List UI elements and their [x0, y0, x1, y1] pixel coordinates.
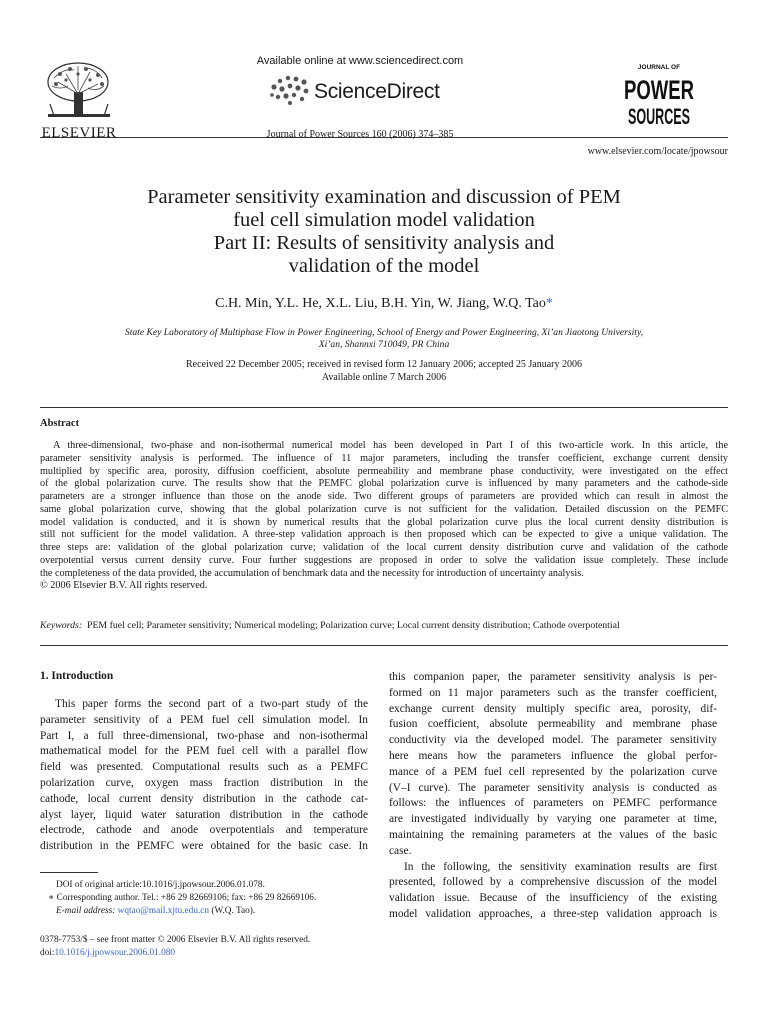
keywords-label: Keywords:	[40, 620, 83, 631]
body-line: In the following, the sensitivity examination results are first	[404, 860, 717, 873]
abstract-line: multiplied by specific area, porosity, diffusion coefficient, absolute permeability and membrane phase conductivity, were investigated on the effect	[40, 465, 728, 477]
available-online-date: Available online 7 March 2006	[321, 372, 447, 383]
journal-logo-top-text: JOURNAL OF	[637, 64, 681, 71]
body-line: alyst layer, liquid water saturation distribution in the cathode	[40, 808, 368, 821]
body-line: This paper forms the second part of a two-part study of the	[55, 698, 368, 710]
available-online-text: Available online at www.sciencedirect.com	[256, 55, 464, 67]
body-line: model validation approaches, a three-step validation approach is	[389, 907, 717, 920]
abstract-line: A three-dimensional, two-phase and non-isothermal numerical model has been developed in Part I of this two-article work. In this article, the	[53, 440, 728, 451]
title-line: Parameter sensitivity examination and discussion of PEM	[147, 186, 621, 208]
affiliation-line: Xi’an, Shannxi 710049, PR China	[318, 339, 450, 350]
body-line: mathematical model for the PEM fuel cell with a parallel flow	[40, 745, 368, 758]
abstract-line: same global polarization curve, showing that the global polarization curve is not sufficient for the validation. Detailed discussion on the PEMFC	[40, 503, 728, 515]
body-line: are investigated individually by varying one parameter at time,	[389, 813, 717, 826]
body-line: validation issue. Because of the insufficiency of the existing	[389, 892, 717, 905]
title-line: fuel cell simulation model validation	[233, 209, 535, 231]
body-line: follows: the influences of parameters on PEMFC performance	[389, 797, 717, 810]
footnote-corresponding-author: ∗ Corresponding author. Tel.: +86 29 82669106; fax: +86 29 82669106.	[48, 893, 317, 903]
elsevier-tree-logo	[40, 60, 118, 122]
body-line: Part I, a full three-dimensional, two-phase and non-isothermal	[40, 729, 368, 742]
body-line: this companion paper, the parameter sensitivity analysis is per-	[389, 671, 717, 683]
abstract-copyright: © 2006 Elsevier B.V. All rights reserved.	[40, 580, 208, 592]
sciencedirect-dots-icon	[268, 73, 312, 107]
body-line: exchange current density multiply specific area, porosity, dif-	[389, 702, 717, 715]
journal-power-sources-logo	[613, 61, 705, 131]
abstract-line: overpotential versus current density curve. Four further suggestions are proposed in order to solve the validation issue completely. These include	[40, 554, 728, 566]
body-line: (V–I curve). The parameter sensitivity analysis is conducted as	[389, 781, 717, 794]
body-line: field was presented. Computational results such as a PEMFC	[40, 761, 368, 774]
abstract-top-rule	[40, 407, 728, 408]
journal-url[interactable]: www.elsevier.com/locate/jpowsour	[587, 146, 728, 157]
body-line: fusion coefficient, absolute permeability and membrane phase	[389, 718, 717, 731]
body-line: presented, followed by a comprehensive discussion of the model	[389, 876, 717, 889]
abstract-body	[40, 440, 728, 593]
doi-line	[40, 947, 175, 960]
body-line: maintaining the remaining parameters at the values of the basic	[389, 828, 717, 841]
abstract-line: three steps are: validation of the global polarization curve; validation of the local current density distribution curve and validation of the cathode	[40, 542, 728, 553]
footnote-doi-original: DOI of original article:10.1016/j.jpowsour.2006.01.078.	[56, 880, 265, 890]
publisher-name: ELSEVIER	[41, 125, 117, 141]
email-label: E-mail address:	[56, 906, 116, 916]
doi-link[interactable]: 10.1016/j.jpowsour.2006.01.080	[54, 948, 176, 958]
authors-text: C.H. Min, Y.L. He, X.L. Liu, B.H. Yin, W. Jiang, W.Q. Tao	[215, 296, 546, 311]
body-line: conductivity via the developed model. The parameter sensitivity	[389, 734, 717, 747]
abstract-line: of the global polarization curve. The results show that the PEMFC global polarization curve is influenced by many parameters and the cathode-side	[40, 478, 728, 490]
journal-citation: Journal of Power Sources 160 (2006) 374–385	[266, 129, 454, 140]
title-line: Part II: Results of sensitivity analysis and	[213, 232, 555, 254]
abstract-line: still not sufficient for the model validation. A three-step validation approach is then proposed which can be expected to give a unique validation. The	[40, 529, 728, 541]
affiliation-line: State Key Laboratory of Multiphase Flow in Power Engineering, School of Energy and Power Engineering, Xi’an Jiaotong University,	[124, 327, 644, 338]
keywords-list: PEM fuel cell; Parameter sensitivity; Numerical modeling; Polarization curve; Local current density distribution; Cathode overpotential	[87, 620, 620, 631]
body-line: formed on 11 major parameters such as the transfer coefficient,	[389, 686, 717, 699]
abstract-line: parameters are a stronger influence than those on the anode side. Two different groups of parameters are provided which can result in almost the	[40, 491, 728, 502]
journal-logo-sources: SOURCES	[628, 104, 690, 129]
abstract-line: model validation is conducted, and it is shown by numerical results that the global polarization curve plus the local current density distribution is	[40, 516, 728, 528]
email-suffix: (W.Q. Tao).	[211, 906, 256, 916]
keywords	[40, 620, 728, 631]
body-line: distribution in the PEMFC were obtained for the basic case. In	[40, 840, 368, 853]
affiliation	[60, 327, 708, 351]
abstract-line: the completeness of the data provided, the accumulation of benchmark data and the necessity for introduction of uncertainty analysis.	[40, 567, 584, 579]
section-heading-introduction: 1. Introduction	[40, 670, 114, 682]
body-line: cathode, local current density distribution in the cathode cat-	[40, 792, 368, 805]
footnote-rule	[40, 872, 98, 873]
issn-line: 0378-7753/$ – see front matter © 2006 Elsevier B.V. All rights reserved.	[40, 935, 311, 945]
right-column-text	[389, 670, 717, 923]
received-dates: Received 22 December 2005; received in revised form 12 January 2006; accepted 25 January 2006	[186, 359, 582, 370]
body-line: case.	[389, 844, 412, 857]
left-column-text	[40, 697, 368, 855]
journal-logo-power: POWER	[624, 75, 694, 105]
article-dates	[40, 358, 728, 384]
article-title	[40, 186, 728, 278]
body-line: polarization curve, oxygen mass fraction distribution in the	[40, 776, 368, 789]
sciencedirect-wordmark: ScienceDirect	[314, 80, 440, 103]
author-list	[40, 296, 728, 312]
abstract-line: parameter sensitivity analysis is performed. The influence of 11 major parameters, including the transfer coefficient, exchange current density	[40, 452, 728, 464]
title-line: validation of the model	[288, 255, 480, 277]
body-line: mance of a PEM fuel cell represented by the polarization curve	[389, 765, 717, 778]
body-line: parameter sensitivity of a PEM fuel cell simulation model. In	[40, 713, 368, 726]
body-line: electrode, cathode and anode overpotentials and temperature	[40, 824, 368, 837]
abstract-heading: Abstract	[40, 418, 80, 429]
body-line: here means how the parameters influence the global perfor-	[389, 749, 717, 762]
header-divider	[40, 137, 728, 138]
email-link[interactable]: wqtao@mail.xjtu.edu.cn	[117, 906, 210, 916]
footnote-email	[56, 905, 255, 918]
doi-label: doi:	[40, 948, 55, 958]
abstract-bottom-rule	[40, 645, 728, 646]
corresponding-author-mark[interactable]: *	[545, 296, 553, 311]
